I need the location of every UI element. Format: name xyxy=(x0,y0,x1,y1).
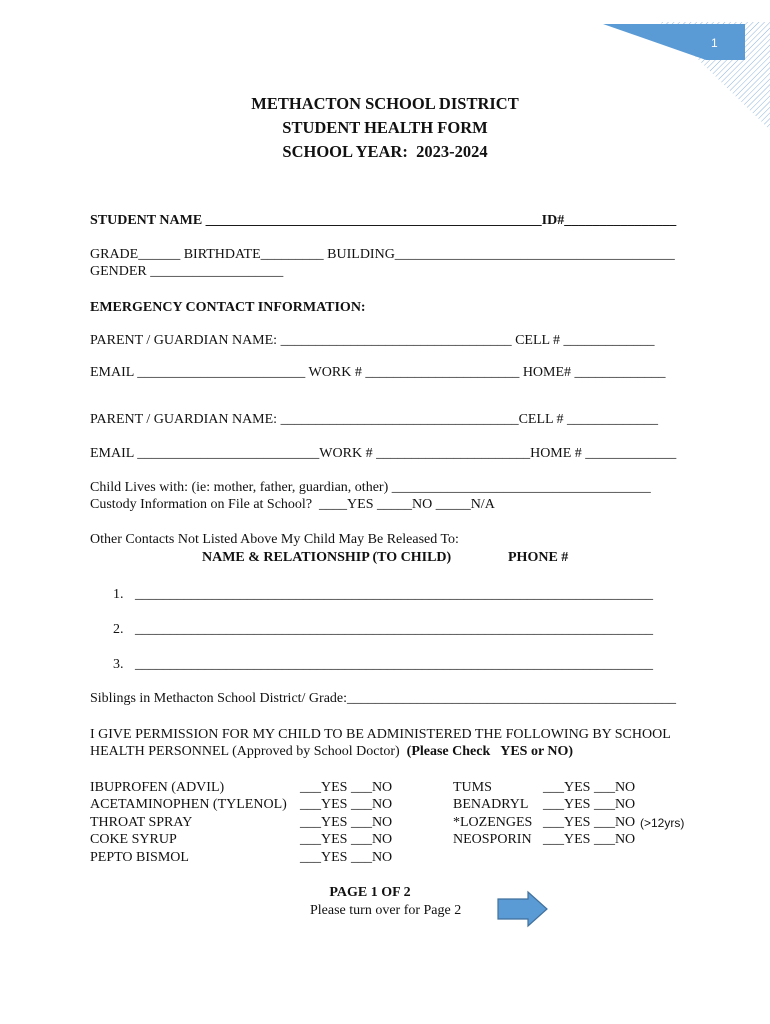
medication-yes-no-option[interactable]: ___YES ___NO xyxy=(300,780,393,795)
emergency-contact-heading: EMERGENCY CONTACT INFORMATION: xyxy=(90,300,366,315)
school-year: SCHOOL YEAR: 2023-2024 xyxy=(282,142,488,161)
medication-name: ACETAMINOPHEN (TYLENOL) xyxy=(90,797,287,812)
guardian-1-email-field[interactable]: EMAIL ________________________ WORK # ______________________ HOME# _____________ xyxy=(90,365,666,380)
next-page-arrow-icon xyxy=(496,890,550,928)
medication-yes-no-option[interactable]: ___YES ___NO xyxy=(300,850,393,865)
medication-yes-no-option[interactable]: ___YES ___NO xyxy=(543,797,636,812)
gender-field[interactable]: GENDER ___________________ xyxy=(90,264,284,279)
medication-yes-no-option[interactable]: ___YES ___NO xyxy=(300,797,393,812)
contact-row-number: 2. xyxy=(113,622,124,637)
page-number: 1 xyxy=(711,36,718,50)
turn-over-instruction: Please turn over for Page 2 xyxy=(310,903,462,918)
medication-name: BENADRYL xyxy=(453,797,529,812)
guardian-1-field[interactable]: PARENT / GUARDIAN NAME: _________________________________ CELL # _____________ xyxy=(90,333,655,348)
guardian-2-email-field[interactable]: EMAIL __________________________WORK # ______________________HOME # _____________ xyxy=(90,446,677,461)
permission-check-instruction: (Please Check YES or NO) xyxy=(406,744,574,759)
guardian-2-field[interactable]: PARENT / GUARDIAN NAME: __________________________________CELL # _____________ xyxy=(90,412,659,427)
medication-name: NEOSPORIN xyxy=(453,832,532,847)
lozenges-age-note: (>12yrs) xyxy=(640,816,685,830)
grade-birthdate-building-field[interactable]: GRADE______ BIRTHDATE_________ BUILDING________________________________________ xyxy=(90,247,675,262)
form-title: STUDENT HEALTH FORM xyxy=(282,118,488,137)
permission-statement-line2 xyxy=(90,743,573,760)
page-label: PAGE 1 OF 2 xyxy=(329,885,411,900)
contact-name-column-header: NAME & RELATIONSHIP (TO CHILD) xyxy=(202,550,452,565)
child-lives-with-field[interactable]: Child Lives with: (ie: mother, father, guardian, other) _____________________________________ xyxy=(90,480,651,495)
medication-name: PEPTO BISMOL xyxy=(90,850,189,865)
medication-name: *LOZENGES xyxy=(453,815,533,830)
district-title: METHACTON SCHOOL DISTRICT xyxy=(251,94,519,113)
medication-yes-no-option[interactable]: ___YES ___NO xyxy=(543,815,636,830)
siblings-field[interactable]: Siblings in Methacton School District/ Grade:_______________________________________________ xyxy=(90,691,677,706)
medication-yes-no-option[interactable]: ___YES ___NO xyxy=(543,832,636,847)
contact-row-2-field[interactable]: __________________________________________________________________________ xyxy=(135,622,653,637)
custody-info-field[interactable]: Custody Information on File at School? ____YES _____NO _____N/A xyxy=(90,497,495,512)
other-contacts-intro: Other Contacts Not Listed Above My Child May Be Released To: xyxy=(90,532,459,547)
medication-yes-no-option[interactable]: ___YES ___NO xyxy=(543,780,636,795)
contact-row-3-field[interactable]: __________________________________________________________________________ xyxy=(135,657,653,672)
medication-name: IBUPROFEN (ADVIL) xyxy=(90,780,225,795)
permission-statement: I GIVE PERMISSION FOR MY CHILD TO BE ADMINISTERED THE FOLLOWING BY SCHOOL xyxy=(90,727,671,742)
contact-row-1-field[interactable]: __________________________________________________________________________ xyxy=(135,587,653,602)
medication-name: TUMS xyxy=(453,780,492,795)
student-name-field[interactable]: STUDENT NAME ________________________________________________ID#________________ xyxy=(90,213,677,228)
medication-yes-no-option[interactable]: ___YES ___NO xyxy=(300,815,393,830)
contact-row-number: 1. xyxy=(113,587,124,602)
medication-name: THROAT SPRAY xyxy=(90,815,193,830)
medication-name: COKE SYRUP xyxy=(90,832,177,847)
permission-approval-text: HEALTH PERSONNEL (Approved by School Doctor) xyxy=(90,744,407,759)
contact-row-number: 3. xyxy=(113,657,124,672)
medication-yes-no-option[interactable]: ___YES ___NO xyxy=(300,832,393,847)
contact-phone-column-header: PHONE # xyxy=(508,550,569,565)
